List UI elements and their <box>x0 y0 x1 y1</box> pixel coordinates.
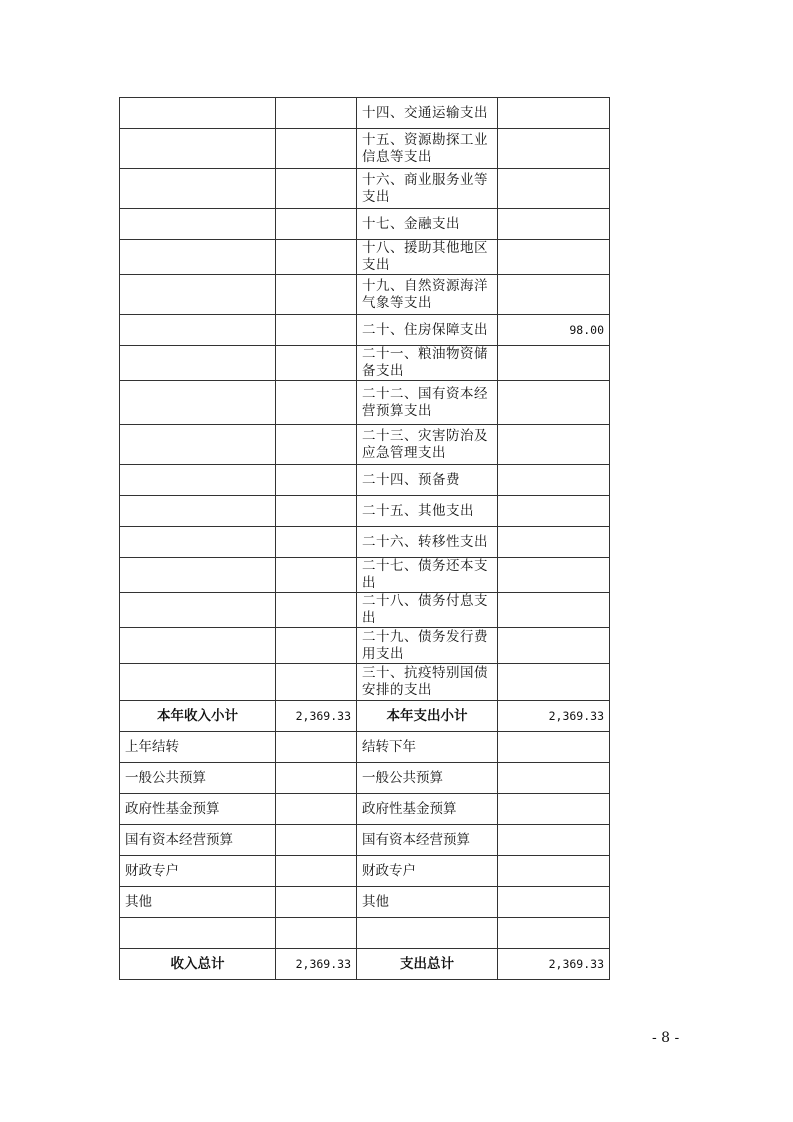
expense-amount-cell <box>498 887 610 918</box>
expense-carryover-item: 一般公共预算 <box>357 763 498 794</box>
expense-amount-cell: 98.00 <box>498 315 610 346</box>
income-amount-cell <box>276 794 357 825</box>
carryover-row <box>120 856 610 887</box>
expense-amount-cell <box>498 425 610 465</box>
income-item-cell <box>120 558 276 593</box>
income-item-cell <box>120 346 276 381</box>
expense-item-cell: 二十二、国有资本经营预算支出 <box>357 381 498 425</box>
income-amount-cell <box>276 887 357 918</box>
table-row <box>120 628 610 664</box>
expense-amount-cell <box>498 825 610 856</box>
income-item-cell <box>120 496 276 527</box>
empty-row <box>120 918 610 949</box>
expense-item-cell: 十五、资源勘探工业信息等支出 <box>357 129 498 169</box>
income-item-cell <box>120 209 276 240</box>
table-row <box>120 275 610 315</box>
empty-cell <box>120 918 276 949</box>
income-carryover-item: 一般公共预算 <box>120 763 276 794</box>
income-amount-cell <box>276 856 357 887</box>
carryover-row <box>120 763 610 794</box>
table-row <box>120 346 610 381</box>
table-row <box>120 315 610 346</box>
subtotal-row <box>120 701 610 732</box>
income-item-cell <box>120 240 276 275</box>
income-item-cell <box>120 664 276 701</box>
income-amount-cell <box>276 98 357 129</box>
expense-item-cell: 二十六、转移性支出 <box>357 527 498 558</box>
income-subtotal-value: 2,369.33 <box>276 701 357 732</box>
expense-item-cell: 二十三、灾害防治及应急管理支出 <box>357 425 498 465</box>
income-item-cell <box>120 425 276 465</box>
expense-subtotal-value: 2,369.33 <box>498 701 610 732</box>
expense-subtotal-label: 本年支出小计 <box>357 701 498 732</box>
income-amount-cell <box>276 664 357 701</box>
income-item-cell <box>120 527 276 558</box>
expense-amount-cell <box>498 732 610 763</box>
expense-amount-cell <box>498 628 610 664</box>
expense-item-cell: 二十七、债务还本支出 <box>357 558 498 593</box>
income-amount-cell <box>276 315 357 346</box>
expense-amount-cell <box>498 275 610 315</box>
income-item-cell <box>120 628 276 664</box>
income-amount-cell <box>276 825 357 856</box>
income-amount-cell <box>276 381 357 425</box>
income-item-cell <box>120 593 276 628</box>
expense-item-cell: 二十八、债务付息支出 <box>357 593 498 628</box>
income-amount-cell <box>276 240 357 275</box>
expense-carryover-item: 财政专户 <box>357 856 498 887</box>
expense-amount-cell <box>498 209 610 240</box>
income-amount-cell <box>276 465 357 496</box>
income-total-label: 收入总计 <box>120 949 276 980</box>
expense-item-cell: 十九、自然资源海洋气象等支出 <box>357 275 498 315</box>
expense-amount-cell <box>498 240 610 275</box>
income-item-cell <box>120 98 276 129</box>
expense-item-cell: 三十、抗疫特别国债安排的支出 <box>357 664 498 701</box>
expense-amount-cell <box>498 763 610 794</box>
expense-item-cell: 二十五、其他支出 <box>357 496 498 527</box>
expense-item-cell: 二十九、债务发行费用支出 <box>357 628 498 664</box>
income-item-cell <box>120 129 276 169</box>
table-row <box>120 425 610 465</box>
income-amount-cell <box>276 209 357 240</box>
expense-amount-cell <box>498 593 610 628</box>
total-row <box>120 949 610 980</box>
income-amount-cell <box>276 496 357 527</box>
income-amount-cell <box>276 275 357 315</box>
table-row <box>120 169 610 209</box>
expense-item-cell: 十六、商业服务业等支出 <box>357 169 498 209</box>
expense-amount-cell <box>498 856 610 887</box>
expense-amount-cell <box>498 465 610 496</box>
income-amount-cell <box>276 558 357 593</box>
income-carryover-item: 国有资本经营预算 <box>120 825 276 856</box>
table-row <box>120 527 610 558</box>
income-carryover-item: 财政专户 <box>120 856 276 887</box>
carryover-header-row <box>120 732 610 763</box>
income-amount-cell <box>276 527 357 558</box>
table-row <box>120 129 610 169</box>
income-item-cell <box>120 465 276 496</box>
income-carryover-item: 其他 <box>120 887 276 918</box>
expense-amount-cell <box>498 169 610 209</box>
table-row <box>120 664 610 701</box>
expense-amount-cell <box>498 794 610 825</box>
expense-item-cell: 二十一、粮油物资储备支出 <box>357 346 498 381</box>
table-row <box>120 240 610 275</box>
income-carryover-label: 上年结转 <box>120 732 276 763</box>
table-row <box>120 496 610 527</box>
expense-total-value: 2,369.33 <box>498 949 610 980</box>
budget-table <box>119 97 610 980</box>
income-carryover-item: 政府性基金预算 <box>120 794 276 825</box>
page-number: - 8 - <box>652 1030 680 1046</box>
carryover-row <box>120 825 610 856</box>
table-row <box>120 209 610 240</box>
expense-amount-cell <box>498 664 610 701</box>
expense-carryover-item: 国有资本经营预算 <box>357 825 498 856</box>
expense-carryover-item: 政府性基金预算 <box>357 794 498 825</box>
expense-amount-cell <box>498 527 610 558</box>
carryover-row <box>120 887 610 918</box>
table-row <box>120 558 610 593</box>
income-item-cell <box>120 381 276 425</box>
income-amount-cell <box>276 732 357 763</box>
income-amount-cell <box>276 169 357 209</box>
expense-carryover-item: 其他 <box>357 887 498 918</box>
expense-amount-cell <box>498 129 610 169</box>
expense-amount-cell <box>498 381 610 425</box>
empty-cell <box>357 918 498 949</box>
income-total-value: 2,369.33 <box>276 949 357 980</box>
table-row <box>120 98 610 129</box>
table-row <box>120 465 610 496</box>
income-item-cell <box>120 169 276 209</box>
expense-item-cell: 十四、交通运输支出 <box>357 98 498 129</box>
income-amount-cell <box>276 593 357 628</box>
expense-amount-cell <box>498 496 610 527</box>
income-amount-cell <box>276 346 357 381</box>
carryover-row <box>120 794 610 825</box>
income-item-cell <box>120 275 276 315</box>
expense-amount-cell <box>498 98 610 129</box>
income-amount-cell <box>276 628 357 664</box>
table-row <box>120 381 610 425</box>
expense-amount-cell <box>498 558 610 593</box>
empty-cell <box>498 918 610 949</box>
income-item-cell <box>120 315 276 346</box>
expense-total-label: 支出总计 <box>357 949 498 980</box>
income-subtotal-label: 本年收入小计 <box>120 701 276 732</box>
expense-item-cell: 二十四、预备费 <box>357 465 498 496</box>
table-row <box>120 593 610 628</box>
expense-amount-cell <box>498 346 610 381</box>
expense-item-cell: 十七、金融支出 <box>357 209 498 240</box>
income-amount-cell <box>276 129 357 169</box>
expense-item-cell: 十八、援助其他地区支出 <box>357 240 498 275</box>
income-amount-cell <box>276 425 357 465</box>
income-amount-cell <box>276 763 357 794</box>
empty-cell <box>276 918 357 949</box>
expense-item-cell: 二十、住房保障支出 <box>357 315 498 346</box>
expense-carryover-label: 结转下年 <box>357 732 498 763</box>
